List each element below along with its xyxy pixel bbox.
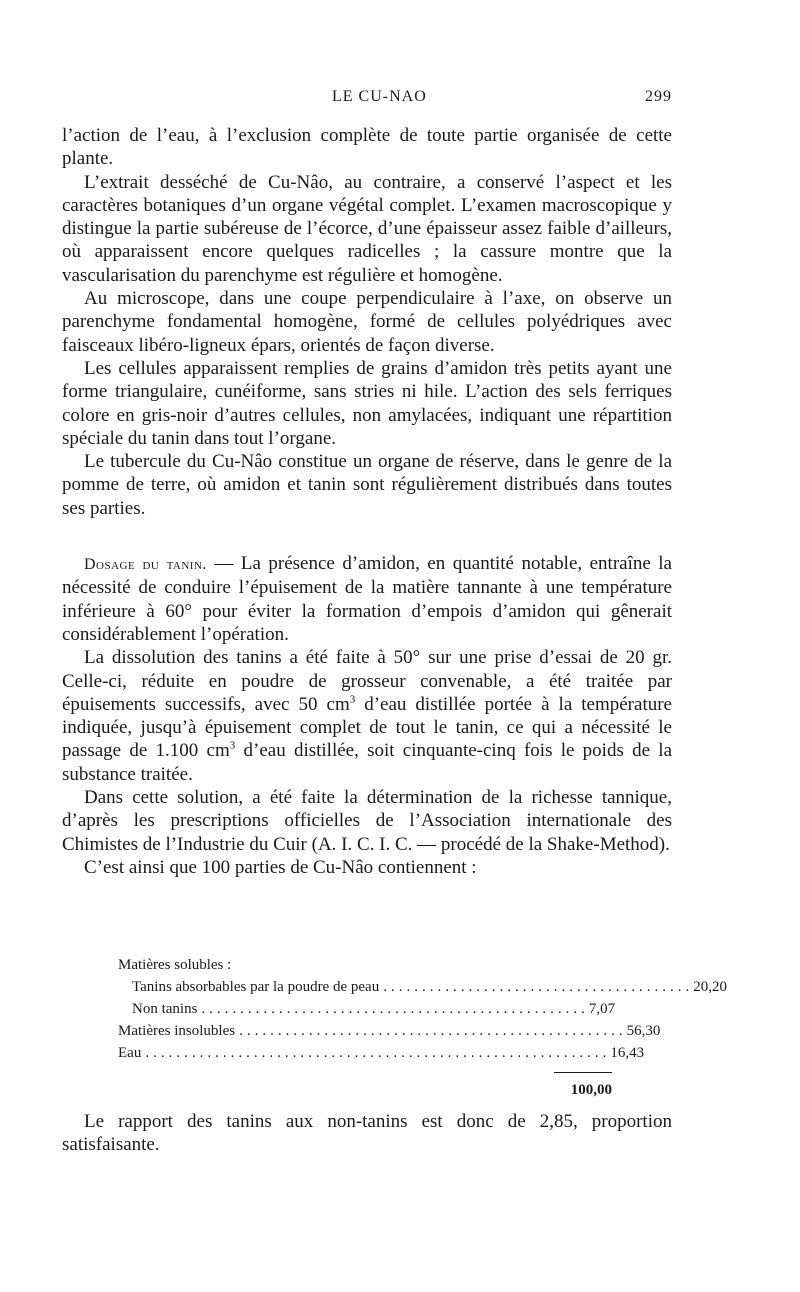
running-header (62, 88, 672, 112)
body-text (62, 124, 672, 879)
text-run: La dissolution des tanins a été faite à 50° sur une prise d’essai de 20 gr. Celle-ci, réduite en poudre de grosseur convenable, a été traitée par épuisements successifs, avec 50 cm (62, 647, 672, 715)
page-number: 299 (645, 88, 672, 105)
leader-dots: .................................................. (201, 1001, 589, 1017)
row-value: 16,43 (610, 1045, 645, 1061)
section-paragraph (62, 552, 672, 646)
text-run: d’eau distillée portée à la température indiquée, jusqu’à épuisement complet de tout le tanin, ce qui a nécessité le passage de 1.100 cm (62, 693, 672, 762)
row-label: Tanins absorbables par la poudre de peau (132, 979, 380, 995)
section-lead: — La présence d’amidon, en quantité notable, entraîne la nécessité de conduire l’épuisement de la matière tannante à une température inférieure à 60° pour éviter la formation d’empois d’amidon qui gênerait considérablement l’opération. (62, 553, 672, 645)
running-title: LE CU-NAO (332, 88, 427, 105)
paragraph: C’est ainsi que 100 parties de Cu-Nâo contiennent : (84, 856, 477, 878)
group-label: Matières solubles : (118, 957, 232, 973)
leader-dots: ............................................................ (145, 1045, 611, 1061)
superscript: 3 (349, 693, 356, 706)
table-row (118, 998, 616, 1020)
paragraph: L’extrait desséché de Cu-Nâo, au contraire, a conservé l’aspect et les caractères botaniques d’un organe végétal complet. L’examen macroscopique y distingue la partie subéreuse de l’écorce, d’une épaisseur assez faible d’ailleurs, où apparaissent encore quelques radicelles ; la cassure montre que la vascularisation du parenchyme est régulière et homogène. (62, 171, 672, 286)
table-row (118, 976, 727, 998)
row-label: Non tanins (132, 1001, 198, 1017)
composition-table (118, 954, 727, 1101)
table-group-label (118, 954, 612, 976)
text-run: d’eau distillée, soit cinquante-cinq fois le poids de la substance traitée. (62, 740, 672, 785)
paragraph: Les cellules apparaissent remplies de grains d’amidon très petits ayant une forme triangulaire, cunéiforme, sans stries ni hile. L’action des sels ferriques colore en gris-noir d’autres cellules, non amylacées, indiquant une répartition spéciale du tanin dans tout l’organe. (62, 357, 672, 449)
superscript: 3 (229, 740, 236, 753)
closing-text (62, 1110, 672, 1157)
table-total: 100,00 (570, 1082, 612, 1098)
paragraph: Dans cette solution, a été faite la détermination de la richesse tannique, d’après les prescriptions officielles de l’Association internationale des Chimistes de l’Industrie du Cuir (A. I. C. I. C. — procédé de la Shake-Method). (62, 787, 672, 855)
paragraph: Le tubercule du Cu-Nâo constitue un organe de réserve, dans le genre de la pomme de terre, où amidon et tanin sont régulièrement distribués dans toutes ses parties. (62, 451, 672, 519)
row-label: Matières insolubles (118, 1023, 236, 1039)
row-value: 56,30 (626, 1023, 661, 1039)
section-heading: Dosage du tanin. (84, 556, 207, 574)
row-value: 7,07 (588, 1001, 616, 1017)
paragraph: Au microscope, dans une coupe perpendiculaire à l’axe, on observe un parenchyme fondamental homogène, formé de cellules polyédriques avec faisceaux libéro-ligneux épars, orientés de façon diverse. (62, 288, 672, 356)
row-value: 20,20 (693, 979, 727, 995)
paragraph (62, 646, 672, 786)
leader-dots: ........................................ (383, 979, 694, 995)
table-row (118, 1020, 661, 1042)
table-row (118, 1042, 645, 1064)
paragraph: l’action de l’eau, à l’exclusion complète de toute partie organisée de cette plante. (62, 125, 672, 170)
row-label: Eau (118, 1045, 142, 1061)
paragraph: Le rapport des tanins aux non-tanins est donc de 2,85, proportion satisfaisante. (62, 1111, 672, 1156)
total-rule (554, 1072, 612, 1073)
leader-dots: .................................................. (239, 1023, 627, 1039)
